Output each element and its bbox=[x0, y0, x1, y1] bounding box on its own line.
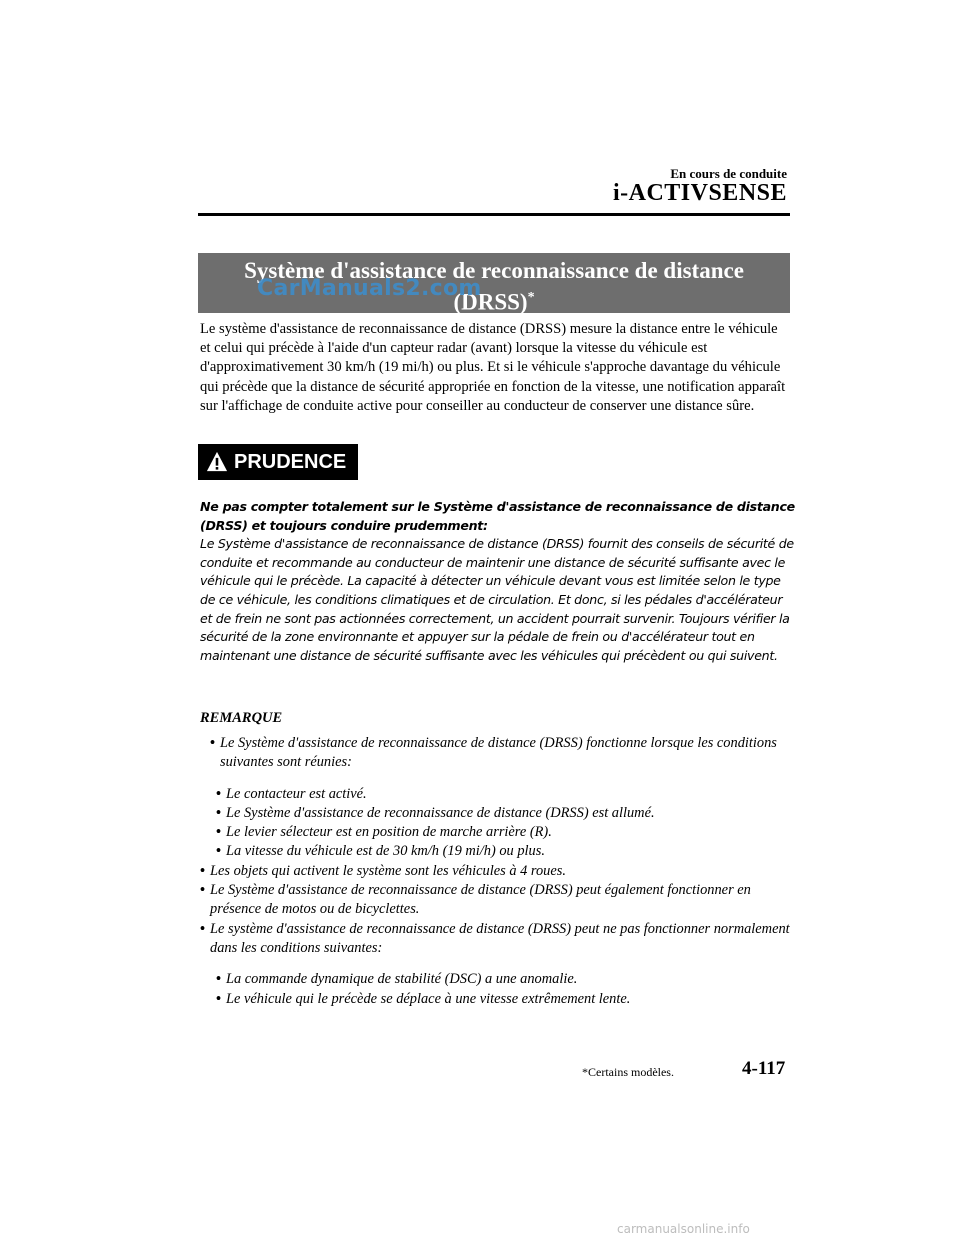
caution-heading: Ne pas compter totalement sur le Système d'assistance de reconnaissance de distance (DRSS) et toujours conduire prudemment: bbox=[200, 499, 795, 533]
bullet: • bbox=[216, 990, 222, 1007]
list-item: • La commande dynamique de stabilité (DSC) a une anomalie. bbox=[216, 970, 790, 989]
list-item: • Le Système d'assistance de reconnaissance de distance (DRSS) peut également fonctionner en présence de motos ou de bicyclettes. bbox=[200, 882, 751, 918]
warning-triangle-icon bbox=[206, 451, 228, 473]
list-item: • Le véhicule qui le précède se déplace à une vitesse extrêmement lente. bbox=[216, 990, 790, 1009]
bullet: • bbox=[216, 785, 222, 802]
list-item: • Le levier sélecteur est en position de marche arrière (R). bbox=[216, 823, 790, 842]
note-list bbox=[200, 734, 790, 1009]
list-item: • Le système d'assistance de reconnaissance de distance (DRSS) peut ne pas fonctionner normalement dans les conditions suivantes: bbox=[200, 920, 790, 956]
models-marker: * bbox=[527, 290, 535, 305]
caution-badge bbox=[198, 444, 358, 480]
caution-body: Le Système d'assistance de reconnaissance de distance (DRSS) fournit des conseils de sécurité de conduite et recommande au conducteur de maintenir une distance de sécurité suffisante avec le véhicule qui le précède. La capacité à détecter un véhicule devant vous est limitée selon le type de ce véhicule, les conditions climatiques et de circulation. Et donc, si les pédales d'accélérateur et de frein ne sont pas actionnées correctement, un accident pourrait survenir. Toujours vérifier la sécurité de la zone environnante et appuyer sur la pédale de frein ou d'accélérateur tout en maintenant une distance de sécurité suffisante avec les véhicules qui précèdent ou qui suivent. bbox=[200, 536, 794, 663]
bullet: • bbox=[200, 862, 206, 879]
bullet: • bbox=[216, 971, 222, 988]
footer-brand: carmanualsonline.info bbox=[617, 1222, 750, 1236]
bullet: • bbox=[200, 882, 206, 899]
bullet: • bbox=[210, 735, 216, 751]
header-rule bbox=[198, 213, 790, 216]
list-item: • Les objets qui activent le système sont les véhicules à 4 roues. bbox=[200, 862, 790, 881]
section-title-acronym: (DRSS) bbox=[453, 289, 528, 315]
list-item: • Le Système d'assistance de reconnaissance de distance (DRSS) est allumé. bbox=[216, 804, 790, 823]
caution-text bbox=[200, 498, 795, 665]
bullet: • bbox=[216, 824, 222, 841]
list-item: • Le Système d'assistance de reconnaissance de distance (DRSS) fonctionne lorsque les conditions suivantes sont réunies: bbox=[210, 735, 777, 771]
footer-note: *Certains modèles. bbox=[582, 1065, 674, 1079]
header-chapter: i-ACTIVSENSE bbox=[612, 180, 787, 206]
list-item: • Le contacteur est activé. bbox=[216, 785, 790, 804]
bullet: • bbox=[216, 804, 222, 821]
section-title-line1: Système d'assistance de reconnaissance de distance bbox=[244, 258, 744, 283]
bullet: • bbox=[216, 843, 222, 860]
list-item: • La vitesse du véhicule est de 30 km/h (19 mi/h) ou plus. bbox=[216, 842, 790, 861]
page-number: 4-117 bbox=[742, 1058, 786, 1079]
note-title: REMARQUE bbox=[200, 710, 283, 726]
caution-label: PRUDENCE bbox=[234, 450, 347, 473]
bullet: • bbox=[200, 920, 206, 937]
intro-paragraph: Le système d'assistance de reconnaissance de distance (DRSS) mesure la distance entre le véhicule et celui qui précède à l'aide d'un capteur radar (avant) lorsque la vitesse du véhicule est d'approximativement 30 km/h (19 mi/h) ou plus. Et si le véhicule s'approche davantage du véhicule qui précède que la distance de sécurité appropriée en fonction de la vitesse, une notification apparaît sur l'affichage de conduite active pour conseiller au conducteur de conserver une distance sûre. bbox=[200, 321, 786, 414]
header-section: En cours de conduite bbox=[670, 166, 787, 181]
watermark-logo: CarManuals2.com bbox=[257, 276, 482, 301]
